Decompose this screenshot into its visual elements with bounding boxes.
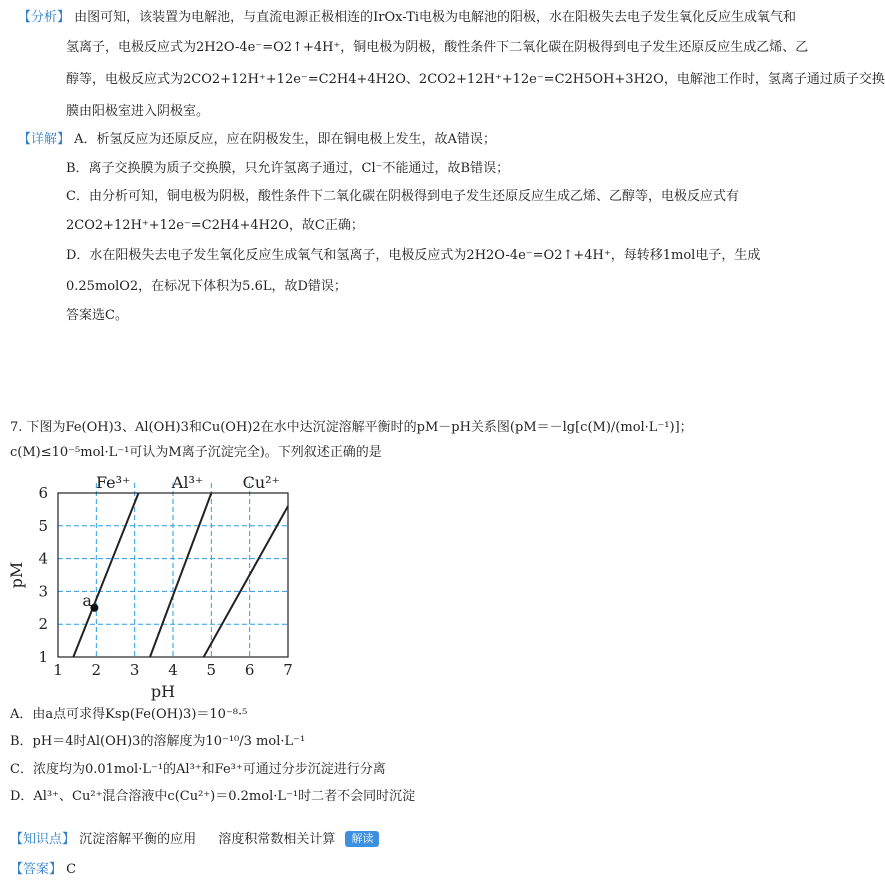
question-line-2: c(M)≤10⁻⁵mol·L⁻¹可认为M离子沉淀完全)。下列叙述正确的是 <box>10 445 382 460</box>
analysis-line-2: 氢离子，电极反应式为2H2O-4e⁻=O2↑+4H⁺，铜电极为阴极，酸性条件下二氧化碳在阴极得到电子发生还原反应生成乙烯、乙 <box>66 40 809 55</box>
series-label-0: Fe³⁺ <box>95 473 131 492</box>
x-tick-label: 2 <box>91 661 102 679</box>
detail-line-a: 【详解】 A．析氢反应为还原反应，应在阴极发生，即在铜电极上发生，故A错误； <box>18 132 496 147</box>
analysis-line-4: 膜由阳极室进入阴极室。 <box>66 104 210 119</box>
detail-line-c1: C．由分析可知，铜电极为阴极，酸性条件下二氧化碳在阴极得到电子发生还原反应生成乙烯、乙醇等，电极反应式有 <box>66 189 739 204</box>
option-d: D．Al³⁺、Cu²⁺混合溶液中c(Cu²⁺)＝0.2mol·L⁻¹时二者不会同时沉淀 <box>10 789 416 804</box>
detail-answer: 答案选C。 <box>66 308 128 323</box>
answer-row <box>10 860 76 880</box>
x-tick-label: 1 <box>53 661 63 679</box>
analysis-line-3: 醇等，电极反应式为2CO2+12H⁺+12e⁻=C2H4+4H2O、2CO2+12H⁺+12e⁻=C2H5OH+3H2O，电解池工作时，氢离子通过质子交换 <box>66 72 885 87</box>
series-line-1 <box>150 493 211 657</box>
detail-tag: 【详解】 <box>18 132 71 147</box>
question-line-1: 7. 下图为Fe(OH)3、Al(OH)3和Cu(OH)2在水中达沉淀溶解平衡时的pM－pH关系图(pM＝－lg[c(M)/(mol·L⁻¹)]； <box>10 420 693 435</box>
x-tick-label: 7 <box>283 661 293 679</box>
detail-line-d1: D．水在阳极失去电子发生氧化反应生成氧气和氢离子，电极反应式为2H2O-4e⁻=O2↑+4H⁺，每转移1mol电子，生成 <box>66 248 761 263</box>
option-a: A．由a点可求得Ksp(Fe(OH)3)＝10⁻⁸·⁵ <box>10 707 248 722</box>
x-axis-label: pH <box>150 682 176 701</box>
y-axis-label: pM <box>7 561 26 589</box>
series-line-2 <box>204 506 288 657</box>
answer-tag: 【答案】 <box>10 862 63 877</box>
y-tick-label: 1 <box>38 648 48 666</box>
y-tick-label: 3 <box>38 582 48 601</box>
interpret-button[interactable]: 解读 <box>345 831 379 847</box>
analysis-tag: 【分析】 <box>18 10 71 25</box>
y-tick-label: 6 <box>38 484 48 502</box>
detail-line-d2: 0.25molO2，在标况下体积为5.6L，故D错误； <box>66 279 347 294</box>
answer-value: C <box>66 862 77 877</box>
knowledge-point-1[interactable]: 沉淀溶解平衡的应用 <box>79 832 197 847</box>
point-a-label: a <box>82 590 92 610</box>
series-line-0 <box>73 493 138 657</box>
knowledge-point-2[interactable]: 溶度积常数相关计算 <box>218 832 336 847</box>
x-tick-label: 4 <box>168 661 178 679</box>
x-tick-label: 6 <box>244 661 255 679</box>
option-b: B．pH＝4时Al(OH)3的溶解度为10⁻¹⁰/3 mol·L⁻¹ <box>10 734 306 749</box>
y-tick-label: 5 <box>38 516 48 535</box>
detail-line-c2: 2CO2+12H⁺+12e⁻=C2H4+4H2O，故C正确； <box>66 218 364 233</box>
detail-line-b: B．离子交换膜为质子交换膜，只允许氢离子通过，Cl⁻不能通过，故B错误； <box>66 161 510 176</box>
y-tick-label: 2 <box>38 615 48 634</box>
analysis-line-1: 【分析】 由图可知，该装置为电解池，与直流电源正极相连的IrOx-Ti电极为电解池的阳极，水在阳极失去电子发生氧化反应生成氧气和 <box>18 10 797 25</box>
x-tick-label: 5 <box>206 661 217 679</box>
option-c: C．浓度均为0.01mol·L⁻¹的Al³⁺和Fe³⁺可通过分步沉淀进行分离 <box>10 762 386 777</box>
knowledge-row <box>10 830 379 850</box>
series-label-1: Al³⁺ <box>171 473 204 492</box>
series-label-2: Cu²⁺ <box>242 473 280 492</box>
y-tick-label: 4 <box>38 549 48 568</box>
x-tick-label: 3 <box>129 661 140 679</box>
knowledge-tag: 【知识点】 <box>10 832 76 847</box>
pm-ph-chart <box>7 468 330 701</box>
